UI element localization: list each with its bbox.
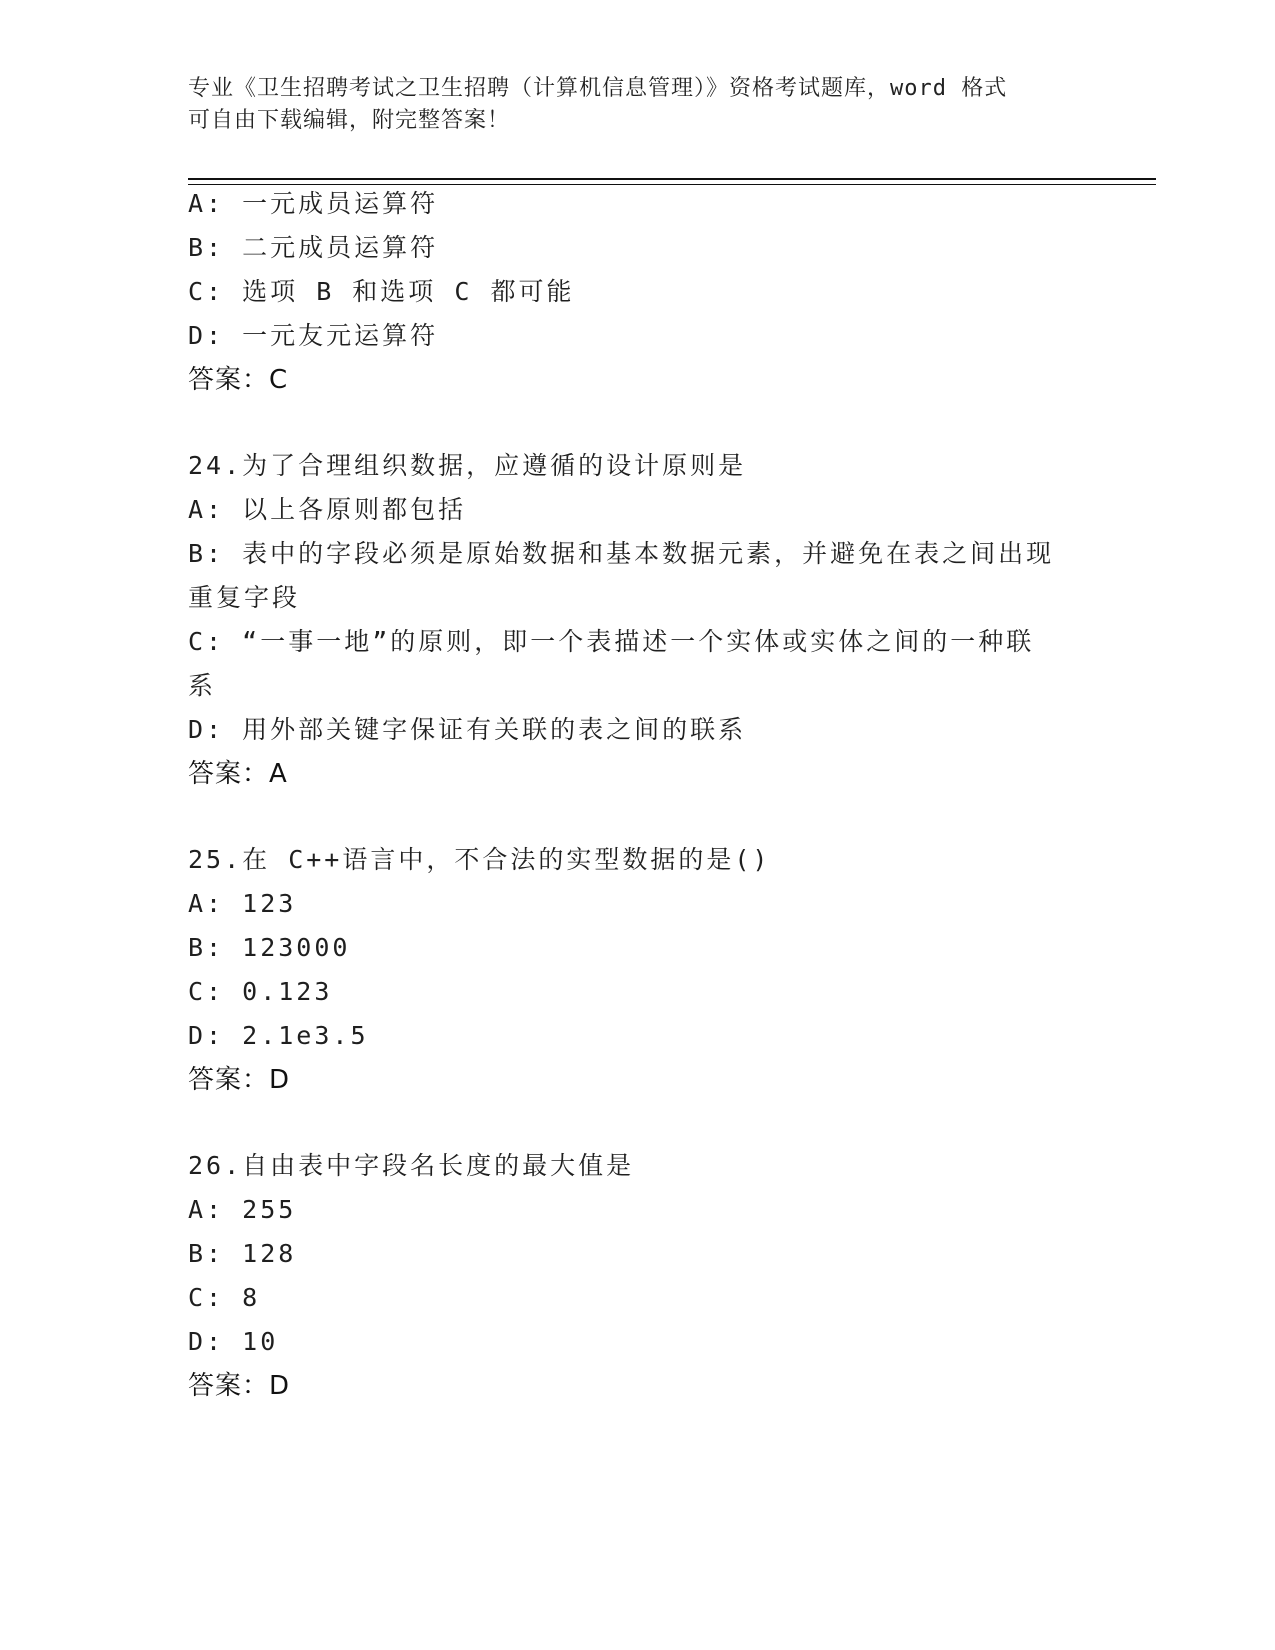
header-line-1: 专业《卫生招聘考试之卫生招聘（计算机信息管理）》资格考试题库，word 格式 [188,76,1008,101]
q23-option-a: A: 一元成员运算符 [188,189,439,218]
q24-option-c-line1: C: “一事一地”的原则，即一个表描述一个实体或实体之间的一种联 [188,627,1035,656]
q23-option-b: B: 二元成员运算符 [188,233,439,262]
document-header [188,73,1088,137]
q24-option-a: A: 以上各原则都包括 [188,495,467,524]
q26-answer: 答案：D [188,1371,291,1401]
q26-option-d: D: 10 [188,1327,279,1356]
q25-option-d: D: 2.1e3.5 [188,1021,369,1050]
q24-option-b-line2: 重复字段 [188,583,301,612]
q26-option-c: C: 8 [188,1283,261,1312]
q24-question: 24.为了合理组织数据，应遵循的设计原则是 [188,451,747,480]
q24-answer: 答案：A [188,759,288,789]
q23-option-d: D: 一元友元运算符 [188,321,439,350]
header-line-2: 可自由下载编辑，附完整答案！ [188,108,511,133]
q25-option-c: C: 0.123 [188,977,333,1006]
header-divider-thin [188,184,1156,185]
header-divider-thick [188,178,1156,180]
q24-option-d: D: 用外部关键字保证有关联的表之间的联系 [188,715,747,744]
q25-option-b: B: 123000 [188,933,351,962]
q23-option-c: C: 选项 B 和选项 C 都可能 [188,277,575,306]
q26-option-a: A: 255 [188,1195,297,1224]
q23-answer: 答案：C [188,365,289,395]
q25-question: 25.在 C++语言中，不合法的实型数据的是() [188,845,771,874]
q24-option-b-line1: B: 表中的字段必须是原始数据和基本数据元素，并避免在表之间出现 [188,539,1055,568]
q25-answer: 答案：D [188,1065,291,1095]
q26-option-b: B: 128 [188,1239,297,1268]
q24-option-c-line2: 系 [188,671,217,700]
q25-option-a: A: 123 [188,889,297,918]
q26-question: 26.自由表中字段名长度的最大值是 [188,1151,635,1180]
